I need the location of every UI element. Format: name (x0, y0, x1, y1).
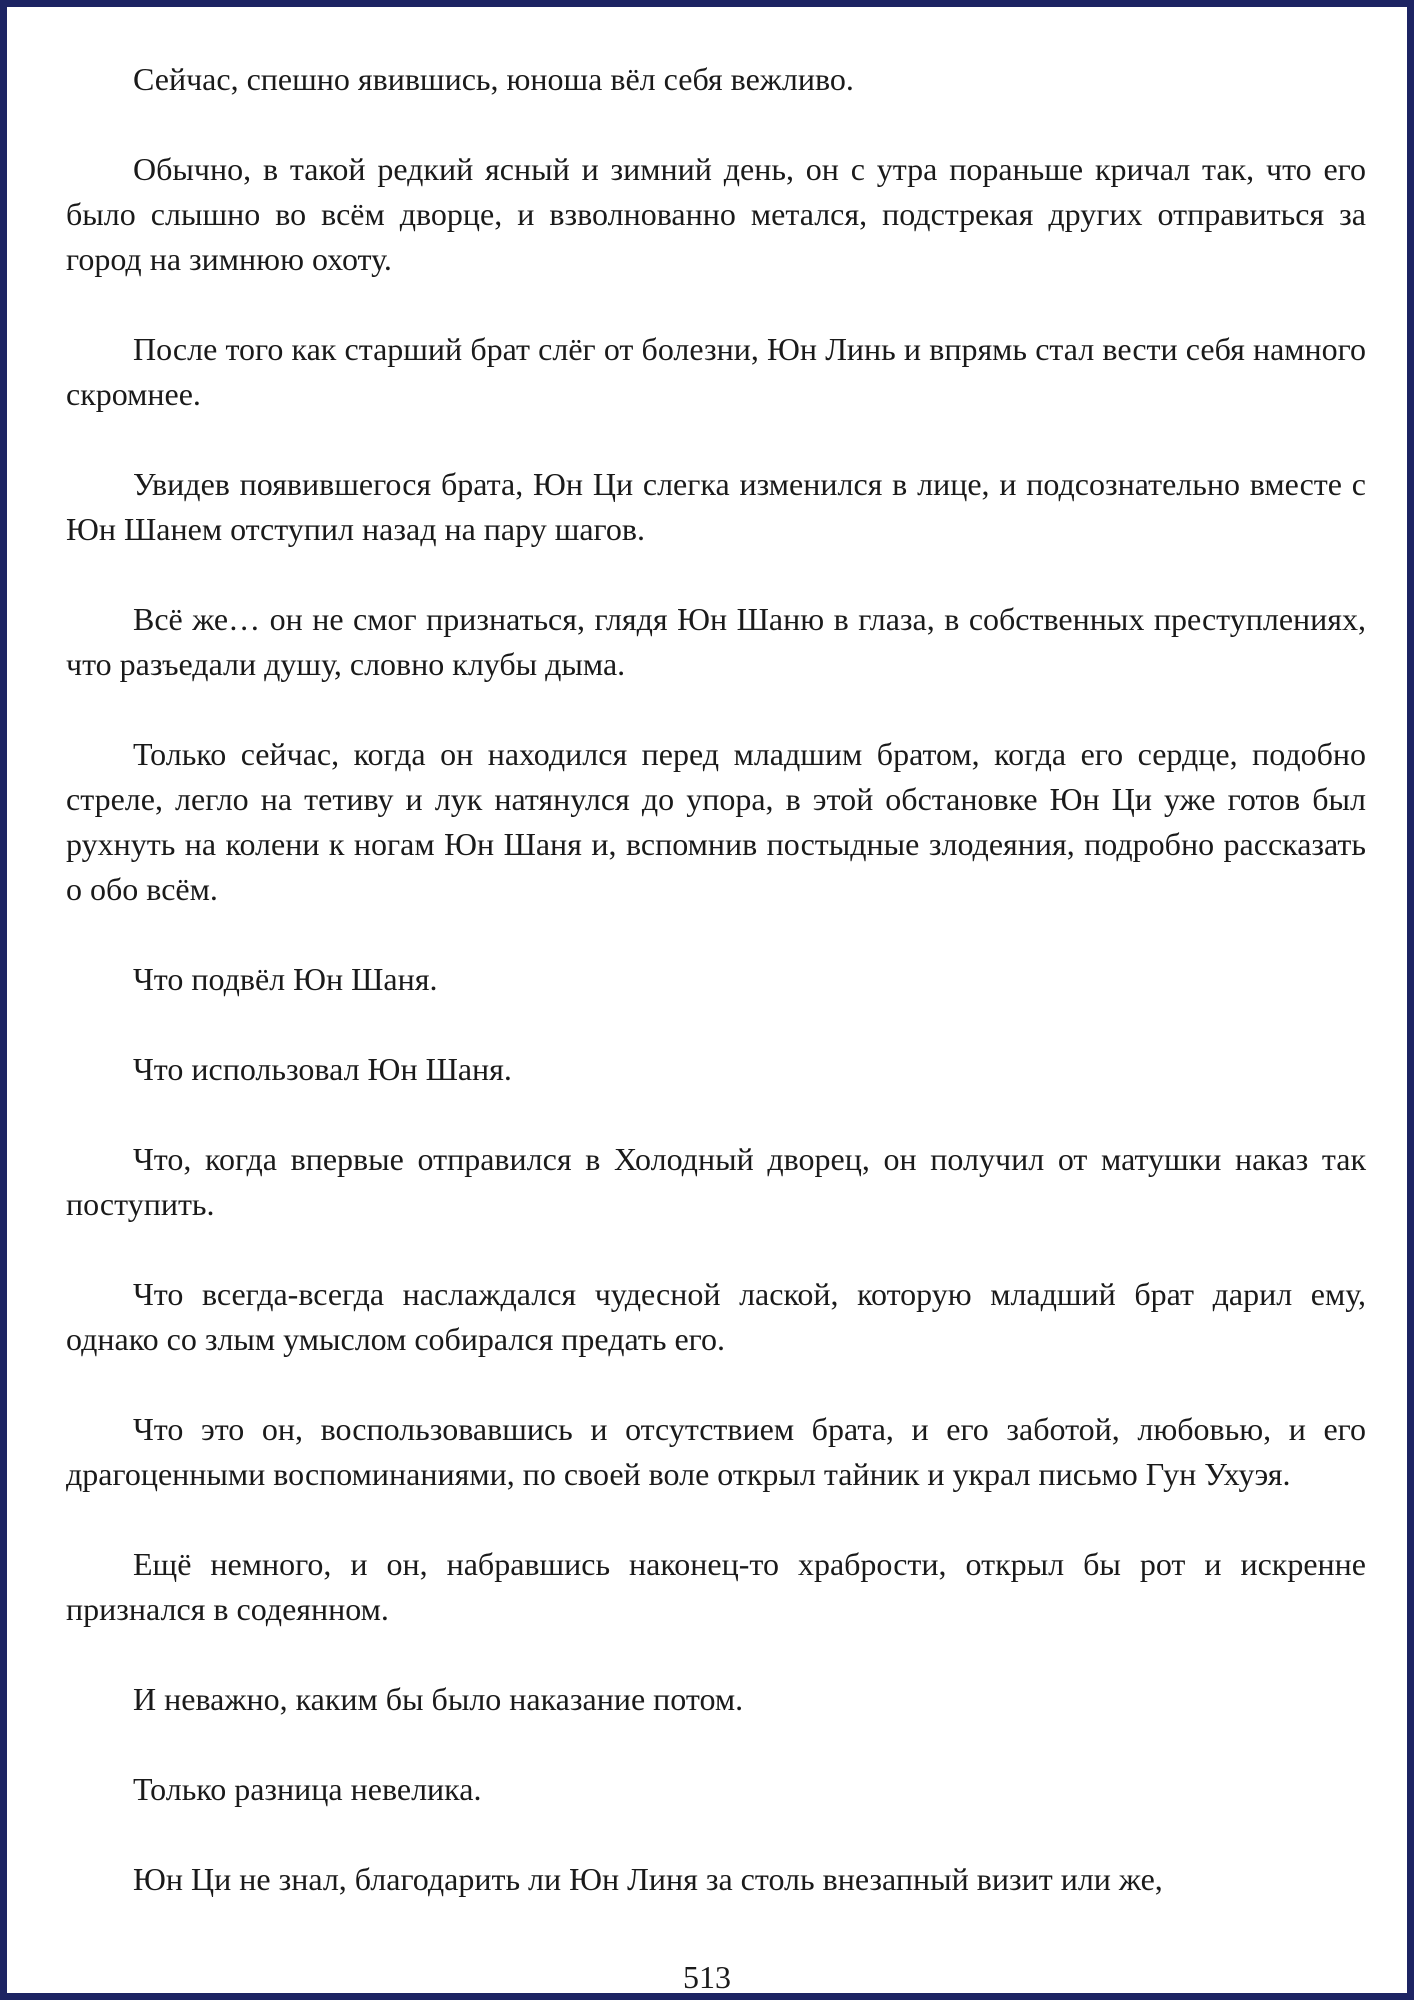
paragraph: Что, когда впервые отправился в Холодный дворец, он получил от матушки наказ так поступить. (66, 1141, 1366, 1222)
paragraph: Что подвёл Юн Шаня. (133, 961, 438, 997)
paragraph: Увидев появившегося брата, Юн Ци слегка изменился в лице, и подсознательно вместе с Юн Шанем отступил назад на пару шагов. (66, 466, 1366, 547)
paragraph: И неважно, каким бы было наказание потом. (133, 1681, 744, 1717)
paragraph: Только разница невелика. (133, 1771, 482, 1807)
paragraph: Всё же… он не смог признаться, глядя Юн Шаню в глаза, в собственных преступлениях, что разъедали душу, словно клубы дыма. (66, 601, 1366, 682)
text-body (66, 57, 1366, 1947)
paragraph: Обычно, в такой редкий ясный и зимний день, он с утра пораньше кричал так, что его было слышно во всём дворце, и взволнованно метался, подстрекая других отправиться за город на зимнюю охоту. (66, 151, 1366, 277)
paragraph: Сейчас, спешно явившись, юноша вёл себя вежливо. (133, 61, 854, 97)
page-number: 513 (683, 1959, 731, 1995)
paragraph: Только сейчас, когда он находился перед младшим братом, когда его сердце, подобно стреле, легло на тетиву и лук натянулся до упора, в этой обстановке Юн Ци уже готов был рухнуть на колени к ногам Юн Шаня и, вспомнив постыдные злодеяния, подробно рассказать о обо всём. (66, 736, 1366, 907)
paragraph: Что это он, воспользовавшись и отсутствием брата, и его заботой, любовью, и его драгоценными воспоминаниями, по своей воле открыл тайник и украл письмо Гун Ухуэя. (66, 1411, 1366, 1492)
paragraph: Что всегда-всегда наслаждался чудесной лаской, которую младший брат дарил ему, однако со злым умыслом собирался предать его. (66, 1276, 1366, 1357)
paragraph: После того как старший брат слёг от болезни, Юн Линь и впрямь стал вести себя намного скромнее. (66, 331, 1366, 412)
paragraph: Что использовал Юн Шаня. (133, 1051, 512, 1087)
paragraph: Юн Ци не знал, благодарить ли Юн Линя за столь внезапный визит или же, (133, 1861, 1163, 1897)
paragraph: Ещё немного, и он, набравшись наконец-то храбрости, открыл бы рот и искренне признался в содеянном. (66, 1546, 1366, 1627)
